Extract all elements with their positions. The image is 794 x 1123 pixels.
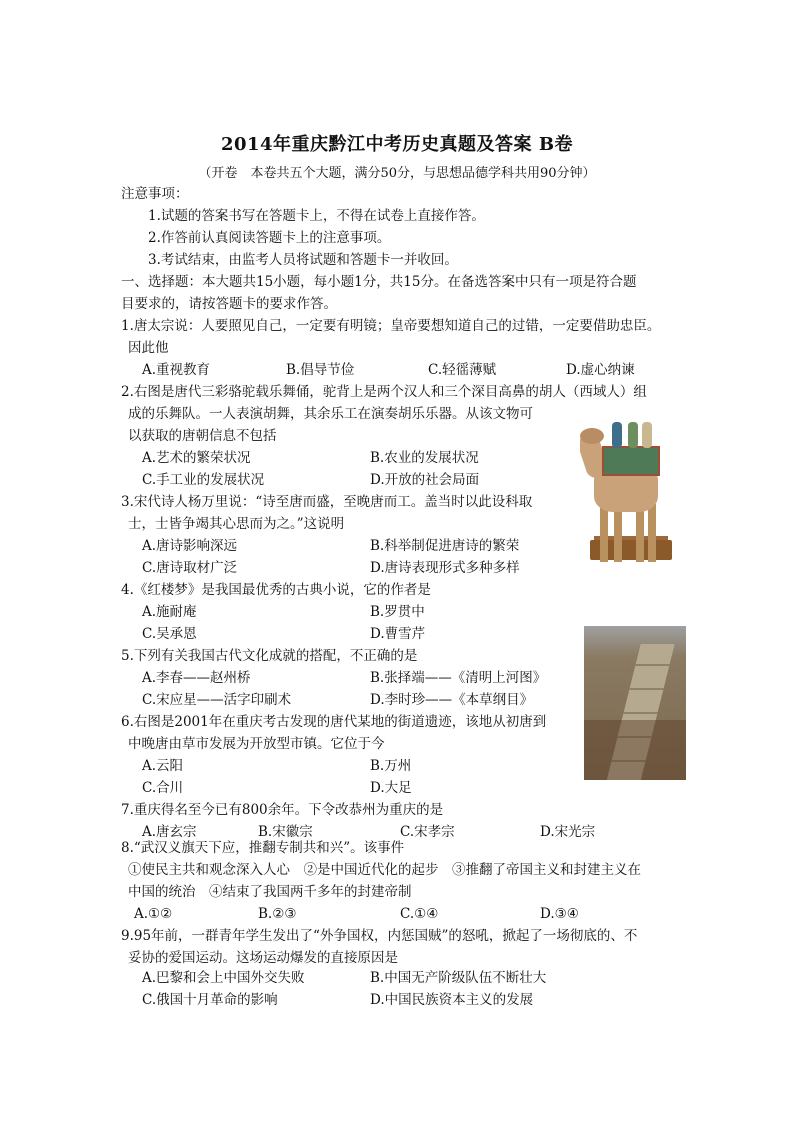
note-item: 1.试题的答案书写在答题卡上，不得在试卷上直接作答。: [148, 208, 485, 224]
question-5-text: 5.下列有关我国古代文化成就的搭配，不正确的是: [121, 648, 418, 664]
page-title: 2014年重庆黔江中考历史真题及答案 B卷: [220, 134, 574, 155]
q8-option-d[interactable]: D.③④: [540, 906, 579, 922]
q3-option-a[interactable]: A.唐诗影响深远: [142, 538, 238, 554]
question-9-text-cont: 妥协的爱国运动。这场运动爆发的直接原因是: [128, 950, 398, 966]
question-8-statements-cont: 中国的统治 ④结束了我国两千多年的封建帝制: [128, 884, 412, 900]
q6-option-a[interactable]: A.云阳: [142, 758, 184, 774]
page-subtitle: （开卷 本卷共五个大题，满分50分，与思想品德学科共用90分钟）: [198, 166, 596, 181]
q7-option-b[interactable]: B.宋徽宗: [258, 824, 313, 840]
q3-option-b[interactable]: B.科举制促进唐诗的繁荣: [370, 538, 520, 554]
q3-option-c[interactable]: C.唐诗取材广泛: [142, 560, 238, 576]
q5-option-b[interactable]: B.张择端——《清明上河图》: [370, 670, 547, 686]
tang-street-ruins-image: [584, 626, 686, 780]
q7-option-c[interactable]: C.宋孝宗: [400, 824, 455, 840]
q4-option-a[interactable]: A.施耐庵: [142, 604, 197, 620]
q9-option-b[interactable]: B.中国无产阶级队伍不断壮大: [370, 970, 547, 986]
q1-option-a[interactable]: A.重视教育: [142, 362, 211, 378]
q4-option-d[interactable]: D.曹雪芹: [370, 626, 426, 642]
question-2-text-cont: 以获取的唐朝信息不包括: [128, 428, 277, 444]
q4-option-b[interactable]: B.罗贯中: [370, 604, 425, 620]
section-heading: 一、选择题：本大题共15小题，每小题1分，共15分。在备选答案中只有一项是符合题: [121, 274, 637, 290]
section-heading-cont: 目要求的，请按答题卡的要求作答。: [121, 296, 337, 312]
q2-option-d[interactable]: D.开放的社会局面: [370, 472, 480, 488]
q2-option-b[interactable]: B.农业的发展状况: [370, 450, 479, 466]
tang-camel-figurine-image: [580, 410, 682, 566]
q8-option-a[interactable]: A.①②: [134, 906, 173, 922]
q1-option-c[interactable]: C.轻徭薄赋: [428, 362, 497, 378]
question-6-text-cont: 中晚唐由草市发展为开放型市镇。它位于今: [128, 736, 385, 752]
q4-option-c[interactable]: C.吴承恩: [142, 626, 197, 642]
notes-heading: 注意事项：: [121, 186, 189, 202]
question-2-text: 2.右图是唐代三彩骆驼载乐舞俑，驼背上是两个汉人和三个深目高鼻的胡人（西域人）组: [121, 384, 647, 400]
q5-option-a[interactable]: A.李春——赵州桥: [142, 670, 251, 686]
question-3-text-cont: 士，士皆争竭其心思而为之。”这说明: [128, 516, 345, 532]
q2-option-a[interactable]: A.艺术的繁荣状况: [142, 450, 251, 466]
question-8-text: 8.“武汉义旗天下应，推翻专制共和兴”。该事件: [121, 840, 405, 856]
question-1-text-cont: 因此他: [128, 340, 169, 356]
question-9-text: 9.95年前，一群青年学生发出了“外争国权，内惩国贼”的怒吼，掀起了一场彻底的、不: [121, 928, 638, 944]
q2-option-c[interactable]: C.手工业的发展状况: [142, 472, 265, 488]
question-7-text: 7.重庆得名至今已有800余年。下令改恭州为重庆的是: [121, 802, 444, 818]
q3-option-d[interactable]: D.唐诗表现形式多种多样: [370, 560, 520, 576]
q1-option-d[interactable]: D.虚心纳谏: [566, 362, 635, 378]
q9-option-c[interactable]: C.俄国十月革命的影响: [142, 992, 278, 1008]
q8-option-b[interactable]: B.②③: [258, 906, 297, 922]
q5-option-d[interactable]: D.李时珍——《本草纲目》: [370, 692, 534, 708]
q8-option-c[interactable]: C.①④: [400, 906, 439, 922]
q5-option-c[interactable]: C.宋应星——活字印刷术: [142, 692, 292, 708]
question-6-text: 6.右图是2001年在重庆考古发现的唐代某地的街道遗迹，该地从初唐到: [121, 714, 547, 730]
question-1-text: 1.唐太宗说：人要照见自己，一定要有明镜；皇帝要想知道自己的过错，一定要借助忠臣。: [121, 318, 661, 334]
q6-option-b[interactable]: B.万州: [370, 758, 412, 774]
q6-option-d[interactable]: D.大足: [370, 780, 412, 796]
note-item: 2.作答前认真阅读答题卡上的注意事项。: [148, 230, 391, 246]
q9-option-d[interactable]: D.中国民族资本主义的发展: [370, 992, 534, 1008]
question-3-text: 3.宋代诗人杨万里说：“诗至唐而盛，至晚唐而工。盖当时以此设科取: [121, 494, 533, 510]
q7-option-d[interactable]: D.宋光宗: [540, 824, 596, 840]
q1-option-b[interactable]: B.倡导节俭: [286, 362, 355, 378]
q9-option-a[interactable]: A.巴黎和会上中国外交失败: [142, 970, 305, 986]
note-item: 3.考试结束，由监考人员将试题和答题卡一并收回。: [148, 252, 458, 268]
question-4-text: 4.《红楼梦》是我国最优秀的古典小说，它的作者是: [121, 582, 431, 598]
question-8-statements: ①使民主共和观念深入人心 ②是中国近代化的起步 ③推翻了帝国主义和封建主义在: [128, 862, 641, 878]
question-2-text-cont: 成的乐舞队。一人表演胡舞，其余乐工在演奏胡乐乐器。从该文物可: [128, 406, 533, 422]
q7-option-a[interactable]: A.唐玄宗: [142, 824, 197, 840]
q6-option-c[interactable]: C.合川: [142, 780, 184, 796]
